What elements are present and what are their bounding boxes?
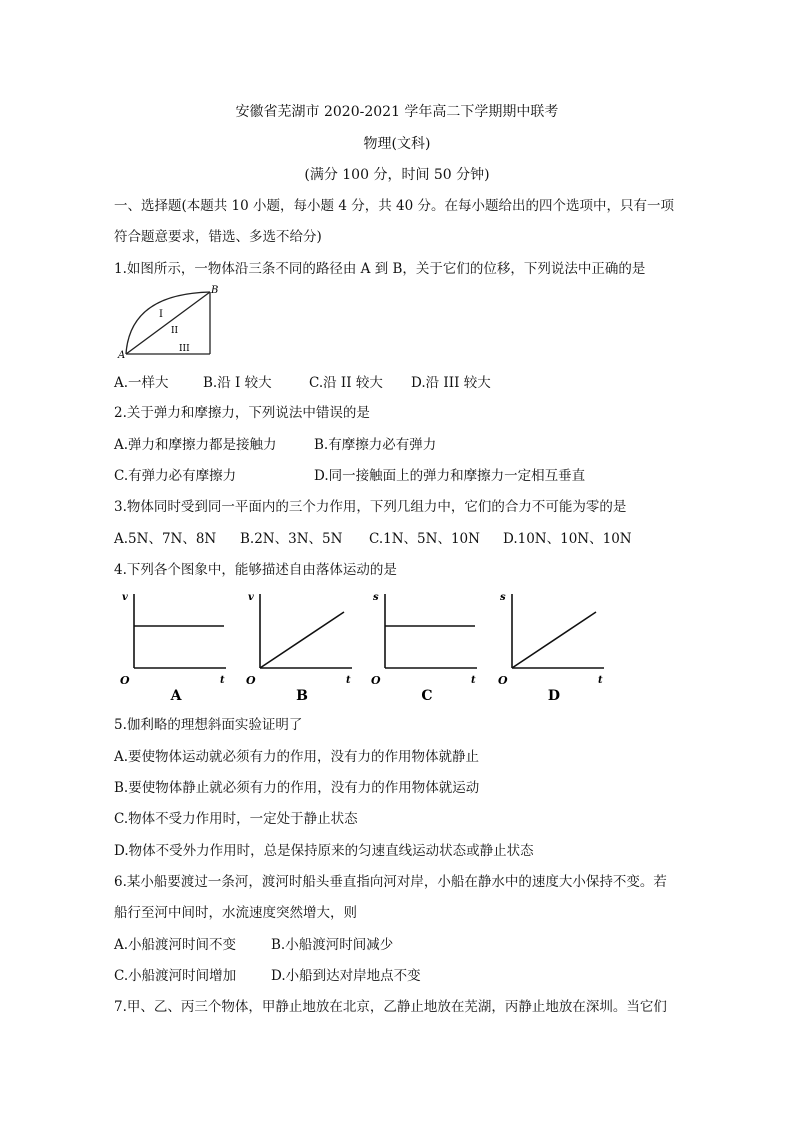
q5-option-b: B.要使物体静止就必须有力的作用，没有力的作用物体就运动 xyxy=(114,780,480,796)
exam-subject: 物理(文科) xyxy=(363,136,431,152)
origin-label: O xyxy=(498,674,508,687)
q4-graph-d xyxy=(492,586,610,704)
q1-path-straight xyxy=(126,292,210,354)
q3-option-c: C.1N、5N、10N xyxy=(369,531,480,547)
q4-graph-a xyxy=(114,586,232,704)
q1-option-a: A.一样大 xyxy=(114,375,169,391)
q2-option-a: A.弹力和摩擦力都是接触力 xyxy=(114,437,277,453)
q6-stem-cont: 船行至河中间时，水流速度突然增大，则 xyxy=(114,905,357,921)
y-axis-label: v xyxy=(122,592,128,603)
q1-label-path1: I xyxy=(159,309,163,320)
origin-label: O xyxy=(371,674,381,687)
q4-graph-c xyxy=(365,586,483,704)
q5-option-a: A.要使物体运动就必须有力的作用，没有力的作用物体就静止 xyxy=(114,749,480,765)
origin-label: O xyxy=(120,674,130,687)
section-heading: 一、选择题(本题共 10 小题，每小题 4 分，共 40 分。在每小题给出的四个选项中，只有一项 xyxy=(114,198,674,214)
q2-option-d: D.同一接触面上的弹力和摩擦力一定相互垂直 xyxy=(314,468,586,484)
q4-graph-b xyxy=(240,586,358,704)
q5-option-c: C.物体不受力作用时，一定处于静止状态 xyxy=(114,811,358,827)
q6-option-b: B.小船渡河时间减少 xyxy=(271,937,394,953)
q1-option-d: D.沿 III 较大 xyxy=(411,375,491,391)
q5-stem: 5.伽利略的理想斜面实验证明了 xyxy=(114,717,303,733)
q6-stem: 6.某小船要渡过一条河，渡河时船头垂直指向河对岸，小船在静水中的速度大小保持不变。若 xyxy=(114,874,667,890)
y-axis-label: s xyxy=(500,592,506,603)
exam-title: 安徽省芜湖市 2020-2021 学年高二下学期期中联考 xyxy=(235,104,559,120)
section-heading-cont: 符合题意要求，错选、多选不给分) xyxy=(114,229,322,245)
q6-option-d: D.小船到达对岸地点不变 xyxy=(271,968,421,984)
q1-stem: 1.如图所示，一物体沿三条不同的路径由 A 到 B，关于它们的位移，下列说法中正确的是 xyxy=(114,261,646,277)
q3-option-b: B.2N、3N、5N xyxy=(240,531,343,547)
q3-option-d: D.10N、10N、10N xyxy=(503,531,632,547)
y-axis-label: v xyxy=(248,592,254,603)
q6-option-a: A.小船渡河时间不变 xyxy=(114,937,237,953)
graph-letter: C xyxy=(421,688,433,704)
q7-stem: 7.甲、乙、丙三个物体，甲静止地放在北京，乙静止地放在芜湖，丙静止地放在深圳。当它们 xyxy=(114,999,667,1015)
q6-option-c: C.小船渡河时间增加 xyxy=(114,968,237,984)
q5-option-d: D.物体不受外力作用时，总是保持原来的匀速直线运动状态或静止状态 xyxy=(114,843,534,859)
q1-label-a: A xyxy=(118,350,126,360)
q3-stem: 3.物体同时受到同一平面内的三个力作用，下列几组力中，它们的合力不可能为零的是 xyxy=(114,499,627,515)
y-axis-label: s xyxy=(373,592,379,603)
x-axis-label: t xyxy=(220,675,225,686)
q2-option-c: C.有弹力必有摩擦力 xyxy=(114,468,237,484)
q1-option-c: C.沿 II 较大 xyxy=(309,375,383,391)
x-axis-label: t xyxy=(598,675,603,686)
graph-line xyxy=(512,612,596,668)
q4-stem: 4.下列各个图象中，能够描述自由落体运动的是 xyxy=(114,562,397,578)
q1-label-path2: II xyxy=(171,326,179,336)
x-axis-label: t xyxy=(471,675,476,686)
q1-option-b: B.沿 I 较大 xyxy=(203,375,272,391)
q3-option-a: A.5N、7N、8N xyxy=(114,531,217,547)
x-axis-label: t xyxy=(346,675,351,686)
q2-option-b: B.有摩擦力必有弹力 xyxy=(314,437,437,453)
q1-label-path3: III xyxy=(179,344,190,354)
q1-label-b: B xyxy=(211,285,219,296)
graph-line xyxy=(260,612,344,668)
graph-letter: D xyxy=(547,688,561,704)
q1-figure xyxy=(114,284,224,360)
graph-letter: B xyxy=(296,688,308,704)
graph-letter: A xyxy=(170,688,182,704)
q2-stem: 2.关于弹力和摩擦力，下列说法中错误的是 xyxy=(114,405,370,421)
origin-label: O xyxy=(246,674,256,687)
exam-info: (满分 100 分，时间 50 分钟) xyxy=(304,167,490,183)
